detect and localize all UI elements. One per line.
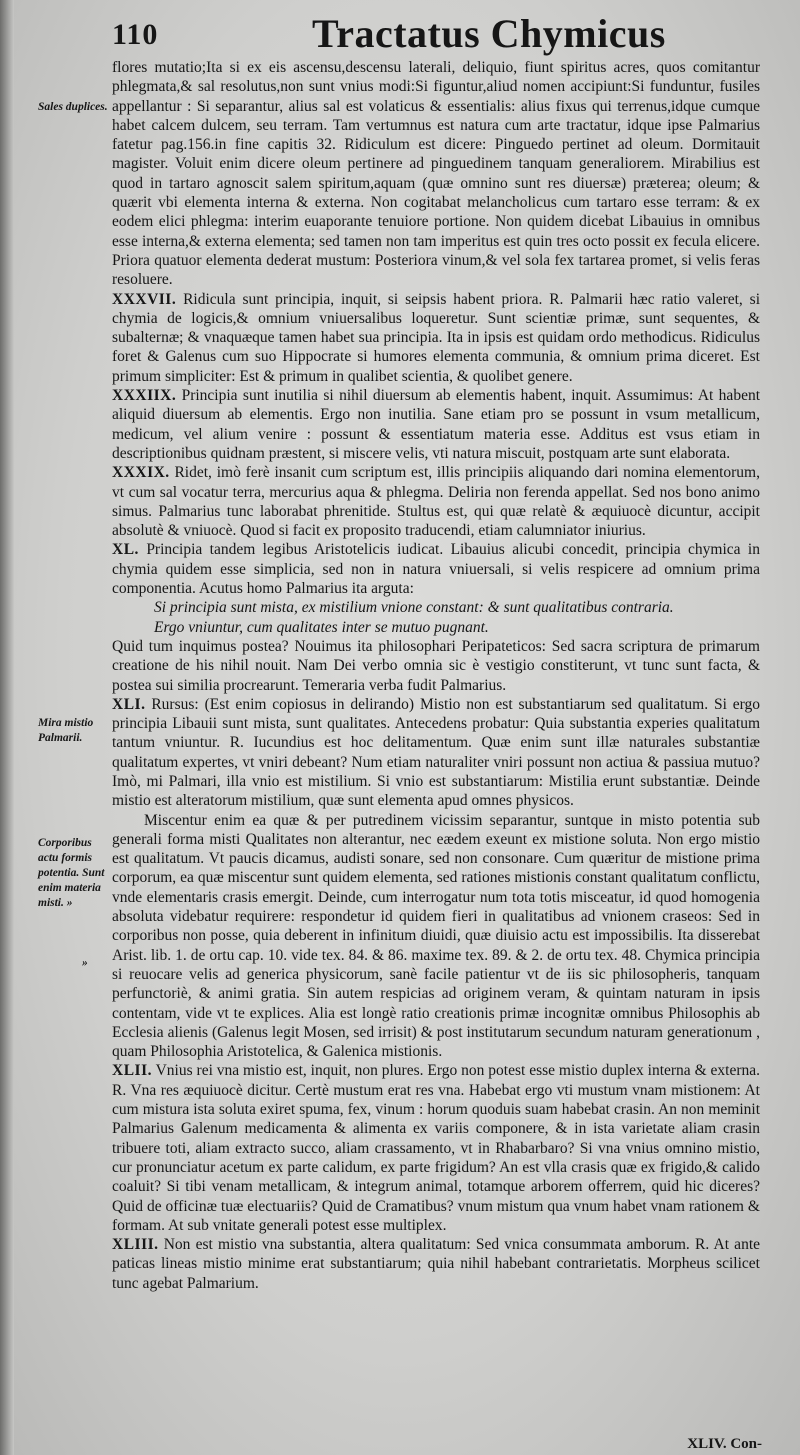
paragraph-text: Non est mistio vna substantia, altera qualitatum: Sed vnica consummata amborum. R. At ante paticas lineas mistio minime erat substantiarum; quia nihil habebant contrarietatis. Morpheus scilicet tunc agebat Palmarium. [112,1236,761,1292]
section-number: XLII. [112,1062,152,1080]
page-number: 110 [112,18,159,51]
body-text [112,58,760,1293]
paragraph-text: Ridet, imò ferè insanit cum scriptum est, illis principiis aliquando dari nomina elementorum, vt cum sal vocatur terra, mercurius aqua & phlegma. Deliria non ferenda appellat. Sed nos bono animo simus. Palmarius tunc laborabat phrenitide. Stultus est, qui quæ relatè & æquiuocè dicuntur, accipit absolutè & vniuocè. Quod si facit ex proposito traducendi, etiam calumniator iniurius. [112,464,760,540]
paragraph [112,695,760,811]
page-gutter-shadow [0,0,14,1455]
section-number: XL. [112,541,139,559]
paragraph-text: Principia tandem legibus Aristotelicis iudicat. Libauius alicubi concedit, principia chymica in chymia quidem esse simplicia, sed non in natura vniuersali, si velis respicere ad omnium prima componentia. Acutus homo Palmarius ita arguta: [112,541,760,598]
margin-note: » [82,957,88,969]
paragraph-text: flores mutatio;Ita si ex eis ascensu,descensu laterali, deliquio, fiunt spiritus acres, quos comitantur phlegmata,& sal resolutus,non sunt vnius modi:Si figuntur,aliud nomen accipiunt:Si funduntur, fusiles appellantur : Si separantur, alius sal est volaticus & essentialis: alius fixus qui terrenus,idque cumque habet calcem dulcem, seu terram. Tam vertumnus est natura cum arte tractatur, idque ipse Palmarius fatetur pag.156.in fine capitis 32. Ridiculum est dicere: Pinguedo pertinet ad oleum. Dormitauit magister. Voluit enim dicere oleum pertinere ad pinguedinem tanquam generaliorem. Mirabilius est quod in tartaro agnoscit salem spiritum,aquam (quæ omnino sunt res diuersæ) præterea; oleum; & quærit vbi elementa interna & externa. Non cogitabat melancholicus cum tartaro esse terram: & ex eodem elici phlegma: interim euaporante tenuiore portione. Non quidem dicebat Libauius in omnibus esse interna,& externa elementa; sed tamen non tam imperitus est quin tres octo possit ex fecula elicere. Priora quatuor elementa dederat mustum: Posteriora vinum,& vel sola fex tartarea promet, si velis feras resoluere. [112,59,760,289]
catchword: XLIV. Con- [687,1436,762,1452]
paragraph [112,290,760,386]
paragraph [112,58,760,290]
margin-note: Sales duplices. [38,101,108,113]
section-number: XLIII. [112,1236,159,1254]
paragraph [112,463,760,540]
section-number: XLI. [112,695,146,713]
paragraph-text: Quid tum inquimus postea? Nouimus ita philosophari Peripateticos: Sed sacra scriptura de primarum creatione de his nihil nouit. Nam Dei verbo omnia sic è vestigio constiterunt, vt tunc sunt facta, & postea sui similia procrearunt. Temeraria verba fudit Palmarius. [112,637,760,694]
page-header [0,6,800,56]
margin-note: Corporibus actu formis potentia. Sunt enim materia misti. » [38,837,105,909]
section-number: XXXIIX. [112,387,177,405]
paragraph-text: Ergo vniuntur, cum qualitates inter se mutuo pugnant. [154,618,489,636]
paragraph-text: Miscentur enim ea quæ & per putredinem vicissim separantur, suntque in misto potentia sub generali forma misti Qualitates non alterantur, nec eædem exeunt ex mistione soluta. Non ergo mistio est qualitatum. Vt paucis dicamus, audisti sonare, sed non consonare. Cum quæritur de mistione prima corporum, ea quæ miscentur sunt quidem elementa, sed rationes mistionis constant qualitatum conflictu, vnde elementaris crasis emergit. Deinde, cum interrogatur num tota totis misceatur, id quod homogenia absoluta videbatur requirere: respondetur id quidem fieri in qualitatibus ad vnionem craseos: Sed in corporibus non posse, quia deberent in infinitum diuidi, quæ diuisio actu est impossibilis. Ita disserebat Arist. lib. 1. de ortu cap. 10. vide tex. 84. & 86. maxime tex. 89. & 2. de ortu tex. 48. Chymica principia si reuocare velis ad generica physicorum, sanè facile patientur vt de iis sic philosopheris, tanquam perfunctoriè, & animi gratia. Sin autem respicias ad originem veram, & quintam naturam in ipsis contentam, vide vt te explices. Alia est longè ratio creationis primæ incognitæ omnibus Philosophis ab Ecclesia alienis (Galenus legit Mosen, sed irrisit) & post institutarum secundum naturam generationum , quam Philosophia Aristotelica, & Galenica mistionis. [112,811,760,1061]
paragraph [112,1061,760,1235]
paragraph [112,811,760,1062]
paragraph [112,540,760,598]
running-title: Tractatus Chymicus [312,11,666,56]
paragraph-text: Ridicula sunt principia, inquit, si seipsis habent priora. R. Palmarii hæc ratio valeret, si chymia de logicis,& omnium vniuersalibus loqueretur. Sunt scientiæ primæ, sunt sequentes, & subalternæ; & vnaquæque tamen habet sua principia. Ita in ipsis est quidam ordo methodicus. Ridiculus foret & Galenus cum suo Hippocrate si humores elementa communia, & omnium prima diceret. Est primum simpliciter: Est & primum in qualibet scientia, & quolibet genere. [112,290,761,385]
section-number: XXXIX. [112,464,170,482]
paragraph-text: Si principia sunt mista, ex mistilium vnione constant: & sunt qualitatibus contraria. [154,599,674,617]
quoted-argument [112,618,760,637]
paragraph-text: Principia sunt inutilia si nihil diuersum ab elementis habent, inquit. Assumimus: At habent aliquid diuersum ab elementis. Ergo non inutilia. Sane etiam pro se possunt in vsum metallicum, medicum, vel alium venire : possunt & essentiatum materia esse. Additus est vsus etiam in descriptionibus quidnam præstent, si miscere velis, vti natura miscuit, postquam arte sunt elaborata. [112,387,760,462]
margin-note: Mira mistio Palmarii. [38,717,94,744]
paragraph [112,637,760,695]
quoted-argument [112,598,760,617]
paragraph-text: Rursus: (Est enim copiosus in delirando) Mistio non est substantiarum sed qualitatum. Si ergo principia Libauii sunt mista, sunt qualitates. Antecedens probatur: Quia substantia experies qualitatum tantum vniuntur. R. Iucundius est hoc delitamentum. Quæ enim sunt illæ naturales substantiæ qualitatum expertes, vt vniri debeant? Num etiam naturaliter vniri possunt non actiua & passiua mutuo? Imò, mi Palmari, illa vnio est mistilium. Si vnio est substantiarum: Mistilia erunt substantiæ. Deinde mistio est alteratorum mistilium, quæ sunt elementa apud omnes physicos. [112,695,761,810]
paragraph [112,1235,760,1293]
paragraph [112,386,760,463]
paragraph-text: Vnius rei vna mistio est, inquit, non plures. Ergo non potest esse mistio duplex interna & externa. R. Vna res æquiuocè dicitur. Certè mustum erat res vna. Habebat ergo vti mustum vnam mistionem: At cum mistura ista soluta exiret spuma, fex, vinum : horum quoduis suam habebat crasin. An non meminit Palmarius Galenum medicamenta & alimenta ex variis componere, & in ista varietate aliam crasin tribuere toti, aliam extracto succo, aliam crassamento, vt in Rhabarbaro? Si vna vnius omnino mistio, cur pronunciatur acetum ex parte calidum, ex parte frigidum? An est vlla crasis quæ ex frigido,& calido coaluit? Si tibi venam metallicam, & integrum animal, totamque arborem offerrem, quid hic diceres? Quid de officinæ tuæ electuariis? Quid de Cramatibus? vnum mistum qua vnum habet vnam rationem & formam. At sub vnitate generali potest esse multiplex. [112,1062,760,1234]
section-number: XXXVII. [112,290,177,308]
